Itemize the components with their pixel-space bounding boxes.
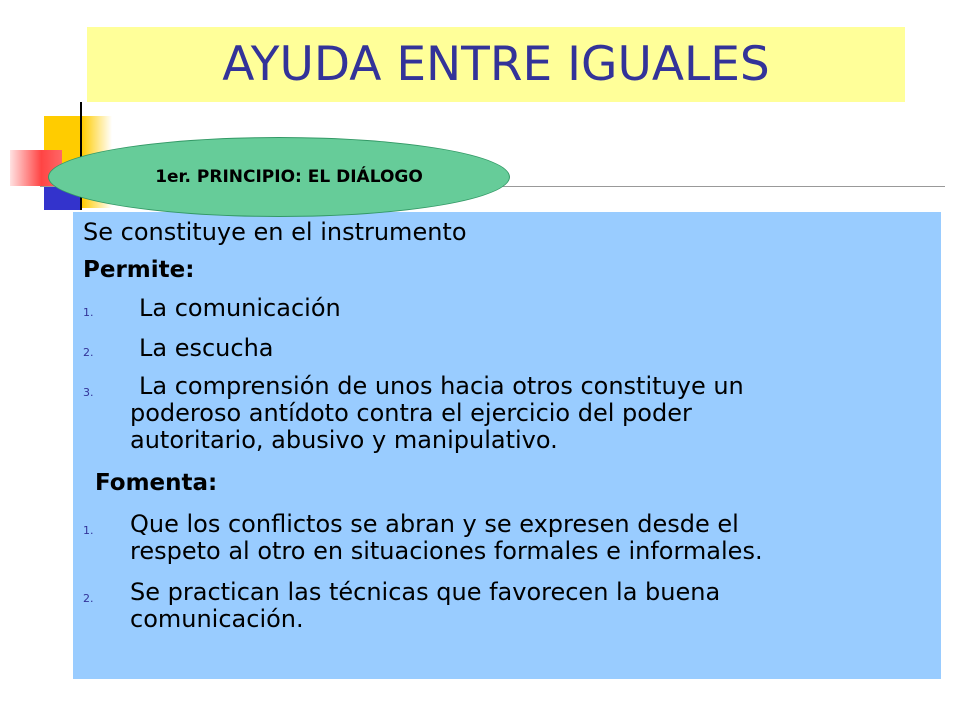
fomenta-heading: Fomenta: xyxy=(95,470,218,496)
list-item-line: poderoso antídoto contra el ejercicio del poder xyxy=(130,399,692,427)
list-item-line: Que los conflictos se abran y se expresen desde el xyxy=(130,510,739,538)
list-item-line: comunicación. xyxy=(130,605,304,633)
principle-label: 1er. PRINCIPIO: EL DIÁLOGO xyxy=(155,167,423,187)
intro-text: Se constituye en el instrumento xyxy=(83,218,467,246)
slide-title: AYUDA ENTRE IGUALES xyxy=(222,37,770,92)
list-number: 1. xyxy=(83,524,94,537)
list-number: 2. xyxy=(83,592,94,605)
list-item-line: respeto al otro en situaciones formales e informales. xyxy=(130,537,763,565)
permite-heading: Permite: xyxy=(83,257,195,283)
principle-oval xyxy=(48,137,510,217)
list-item: La escucha xyxy=(139,334,274,362)
title-bar xyxy=(87,27,905,102)
list-item-line: La comprensión de unos hacia otros constituye un xyxy=(139,372,744,400)
list-item-line: autoritario, abusivo y manipulativo. xyxy=(130,426,558,454)
list-item: La comunicación xyxy=(139,294,341,322)
list-number: 3. xyxy=(83,386,94,399)
list-item-line: Se practican las técnicas que favorecen la buena xyxy=(130,578,721,606)
list-number: 2. xyxy=(83,346,94,359)
list-number: 1. xyxy=(83,306,94,319)
